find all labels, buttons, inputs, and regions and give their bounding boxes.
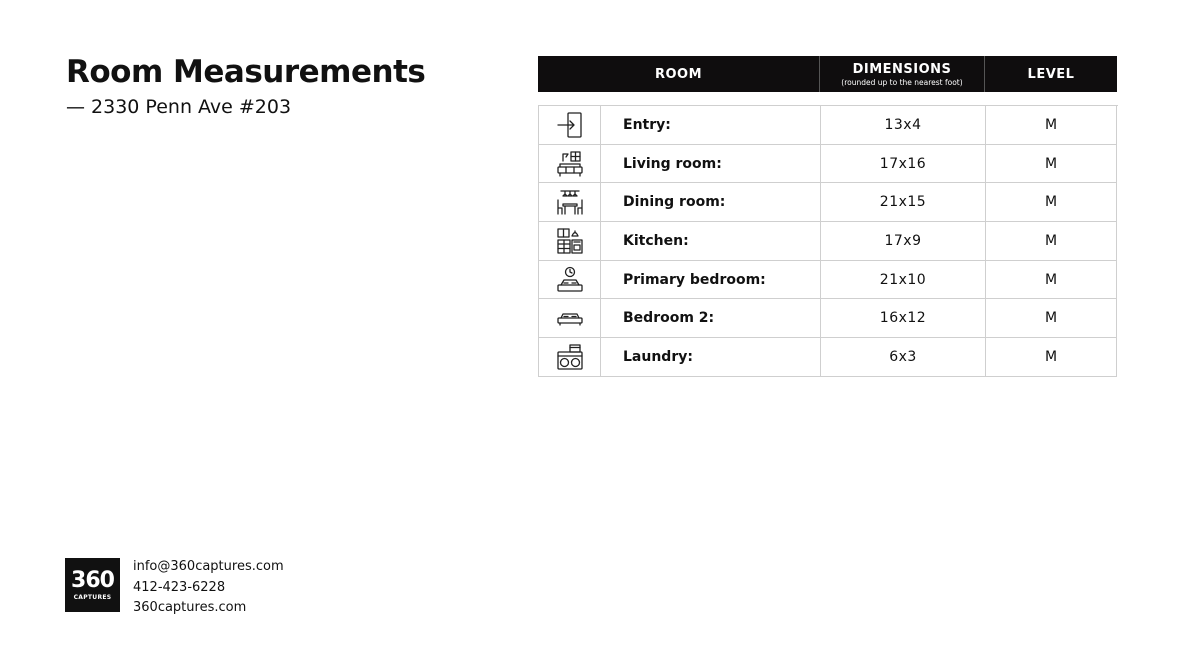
room-name: Primary bedroom: bbox=[601, 261, 821, 300]
room-name: Bedroom 2: bbox=[601, 299, 821, 338]
room-name: Kitchen: bbox=[601, 222, 821, 261]
contact-website[interactable]: 360captures.com bbox=[133, 600, 247, 615]
room-level: M bbox=[986, 222, 1117, 261]
room-level: M bbox=[986, 106, 1117, 145]
room-dimensions: 21x10 bbox=[821, 261, 986, 300]
bedroom-clock-icon bbox=[539, 261, 601, 300]
table-row bbox=[539, 106, 1118, 145]
header-dimensions-note: (rounded up to the nearest foot) bbox=[841, 77, 963, 87]
room-dimensions: 13x4 bbox=[821, 106, 986, 145]
company-logo bbox=[65, 558, 120, 612]
room-dimensions: 16x12 bbox=[821, 299, 986, 338]
room-name: Living room: bbox=[601, 145, 821, 184]
page-title: Room Measurements bbox=[66, 54, 426, 90]
contact-email[interactable]: info@360captures.com bbox=[133, 559, 284, 574]
table-header bbox=[538, 56, 1117, 92]
contact-info bbox=[133, 557, 284, 619]
room-dimensions: 21x15 bbox=[821, 183, 986, 222]
laundry-icon bbox=[539, 338, 601, 377]
table-row bbox=[539, 338, 1118, 377]
entry-icon bbox=[539, 106, 601, 145]
header-dimensions-label: DIMENSIONS bbox=[852, 61, 952, 77]
table-row bbox=[539, 299, 1118, 338]
room-level: M bbox=[986, 299, 1117, 338]
room-name: Laundry: bbox=[601, 338, 821, 377]
room-dimensions: 17x16 bbox=[821, 145, 986, 184]
room-dimensions: 6x3 bbox=[821, 338, 986, 377]
table-row bbox=[539, 261, 1118, 300]
room-level: M bbox=[986, 338, 1117, 377]
measurements-table bbox=[538, 105, 1118, 377]
logo-word: CAPTURES bbox=[73, 593, 112, 601]
logo-number: 360 bbox=[71, 567, 114, 593]
bed-icon bbox=[539, 299, 601, 338]
room-name: Entry: bbox=[601, 106, 821, 145]
property-address: — 2330 Penn Ave #203 bbox=[66, 96, 292, 118]
header-level-label: LEVEL bbox=[1027, 66, 1075, 82]
kitchen-icon bbox=[539, 222, 601, 261]
room-name: Dining room: bbox=[601, 183, 821, 222]
room-level: M bbox=[986, 183, 1117, 222]
room-level: M bbox=[986, 145, 1117, 184]
table-row bbox=[539, 183, 1118, 222]
header-dimensions bbox=[820, 56, 985, 92]
room-dimensions: 17x9 bbox=[821, 222, 986, 261]
dining-room-icon bbox=[539, 183, 601, 222]
table-row bbox=[539, 222, 1118, 261]
contact-phone[interactable]: 412-423-6228 bbox=[133, 579, 226, 595]
table-row bbox=[539, 145, 1118, 184]
header-room bbox=[538, 56, 820, 92]
header-level bbox=[985, 56, 1117, 92]
header-room-label: ROOM bbox=[654, 66, 703, 82]
living-room-icon bbox=[539, 145, 601, 184]
room-level: M bbox=[986, 261, 1117, 300]
